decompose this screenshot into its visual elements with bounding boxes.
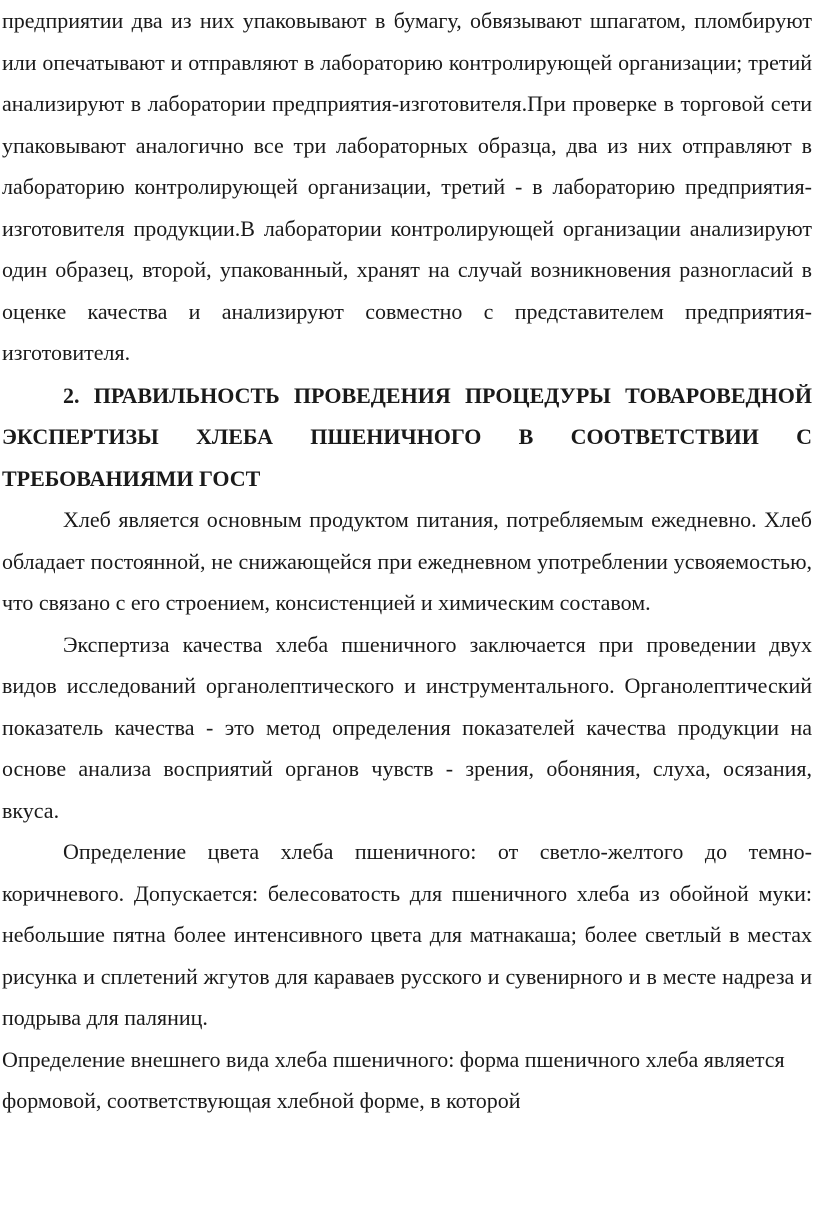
paragraph-appearance-determination: Определение внешнего вида хлеба пшеничного: форма пшеничного хлеба является формовой, соответствующая хлебной форме, в которой [2,1046,785,1113]
section-heading: 2. ПРАВИЛЬНОСТЬ ПРОВЕДЕНИЯ ПРОЦЕДУРЫ ТОВАРОВЕДНОЙ ЭКСПЕРТИЗЫ ХЛЕБА ПШЕНИЧНОГО В СООТВЕТСТВИИ С ТРЕБОВАНИЯМИ ГОСТ [2,382,812,491]
paragraph-color-determination: Определение цвета хлеба пшеничного: от светло-желтого до темно-коричневого. Допускается: белесоватость для пшеничного хлеба из обойной муки: небольшие пятна более интенсивного цвета для матнакаша; более светлый в местах рисунка и сплетений жгутов для караваев русского и сувенирного и в месте надреза и подрыва для паляниц. [2,839,812,1030]
paragraph-sampling-procedure: предприятии два из них упаковывают в бумагу, обвязывают шпагатом, пломбируют или опечатывают и отправляют в лабораторию контролирующей организации; третий анализируют в лаборатории предприятия-изготовителя.При проверке в торговой сети упаковывают аналогично все три лабораторных образца, два из них отправляют в лабораторию контролирующей организации, третий - в лабораторию предприятия-изготовителя продукции.В лаборатории контролирующей организации анализируют один образец, второй, упакованный, хранят на случай возникновения разногласий в оценке качества и анализируют совместно с представителем предприятия-изготовителя. [2,8,812,365]
paragraph-bread-intro: Хлеб является основным продуктом питания, потребляемым ежедневно. Хлеб обладает постоянной, не снижающейся при ежедневном употреблении усвояемостью, что связано с его строением, консистенцией и химическим составом. [2,507,812,615]
paragraph-expertise-methods: Экспертиза качества хлеба пшеничного заключается при проведении двух видов исследований органолептического и инструментального. Органолептический показатель качества - это метод определения показателей качества продукции на основе анализа восприятий органов чувств - зрения, обоняния, слуха, осязания, вкуса. [2,631,812,823]
